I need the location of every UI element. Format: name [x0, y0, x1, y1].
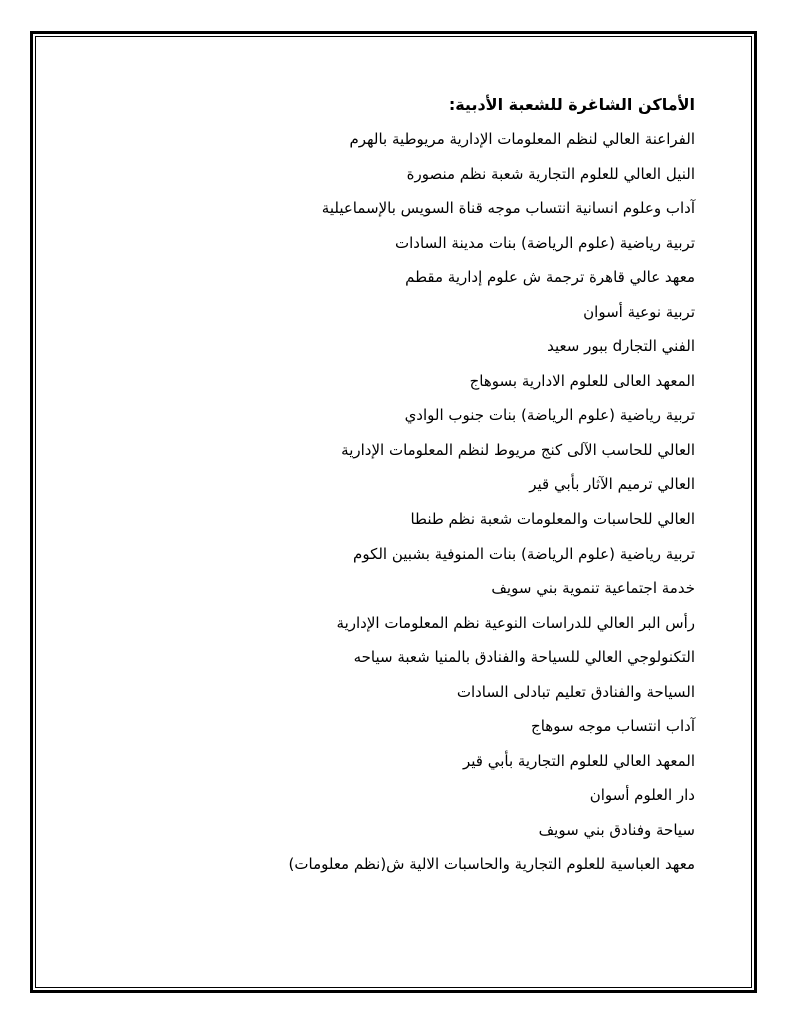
list-item: العالي للحاسبات والمعلومات شعبة نظم طنطا: [410, 510, 695, 529]
list-item: دار العلوم أسوان: [589, 786, 695, 805]
list-item: المعهد العالي للعلوم التجارية بأبي قير: [462, 751, 695, 770]
list-item: السياحة والفنادق تعليم تبادلى السادات: [456, 682, 695, 701]
list-item: تربية رياضية (علوم الرياضة) بنات المنوفية بشبين الكوم: [353, 544, 695, 563]
list-item: خدمة اجتماعية تنموية بني سويف: [491, 579, 695, 598]
list-item: الفني التجارd ببور سعيد: [547, 337, 695, 356]
list-item: العالي ترميم الآثار بأبي قير: [529, 475, 695, 494]
list-item: تربية رياضية (علوم الرياضة) بنات مدينة السادات: [395, 233, 695, 252]
list-item: المعهد العالى للعلوم الادارية بسوهاج: [469, 371, 695, 390]
list-item: النيل العالي للعلوم التجارية شعبة نظم منصورة: [406, 164, 695, 183]
list-item: آداب وعلوم انسانية انتساب موجه قناة السويس بالإسماعيلية: [321, 199, 695, 218]
list-item: معهد عالي قاهرة ترجمة ش علوم إدارية مقطم: [405, 268, 695, 287]
document-body: [95, 88, 695, 882]
list-item: تربية نوعية أسوان: [583, 302, 695, 321]
document-heading: الأماكن الشاغرة للشعبة الأدبية:: [448, 95, 695, 114]
list-item: معهد العباسية للعلوم التجارية والحاسبات الالية ش(نظم معلومات): [288, 855, 695, 874]
list-item: رأس البر العالي للدراسات النوعية نظم المعلومات الإدارية: [336, 613, 695, 632]
list-item: تربية رياضية (علوم الرياضة) بنات جنوب الوادي: [404, 406, 695, 425]
list-item: الفراعنة العالي لنظم المعلومات الإدارية مريوطية بالهرم: [349, 130, 695, 148]
list-item: آداب انتساب موجه سوهاج: [531, 717, 695, 736]
list-item: سياحة وفنادق بني سويف: [538, 820, 695, 839]
list-item: العالي للحاسب الآلى كنج مريوط لنظم المعلومات الإدارية: [341, 440, 695, 459]
list-item: التكنولوجي العالي للسياحة والفنادق بالمنيا شعبة سياحه: [353, 648, 695, 667]
